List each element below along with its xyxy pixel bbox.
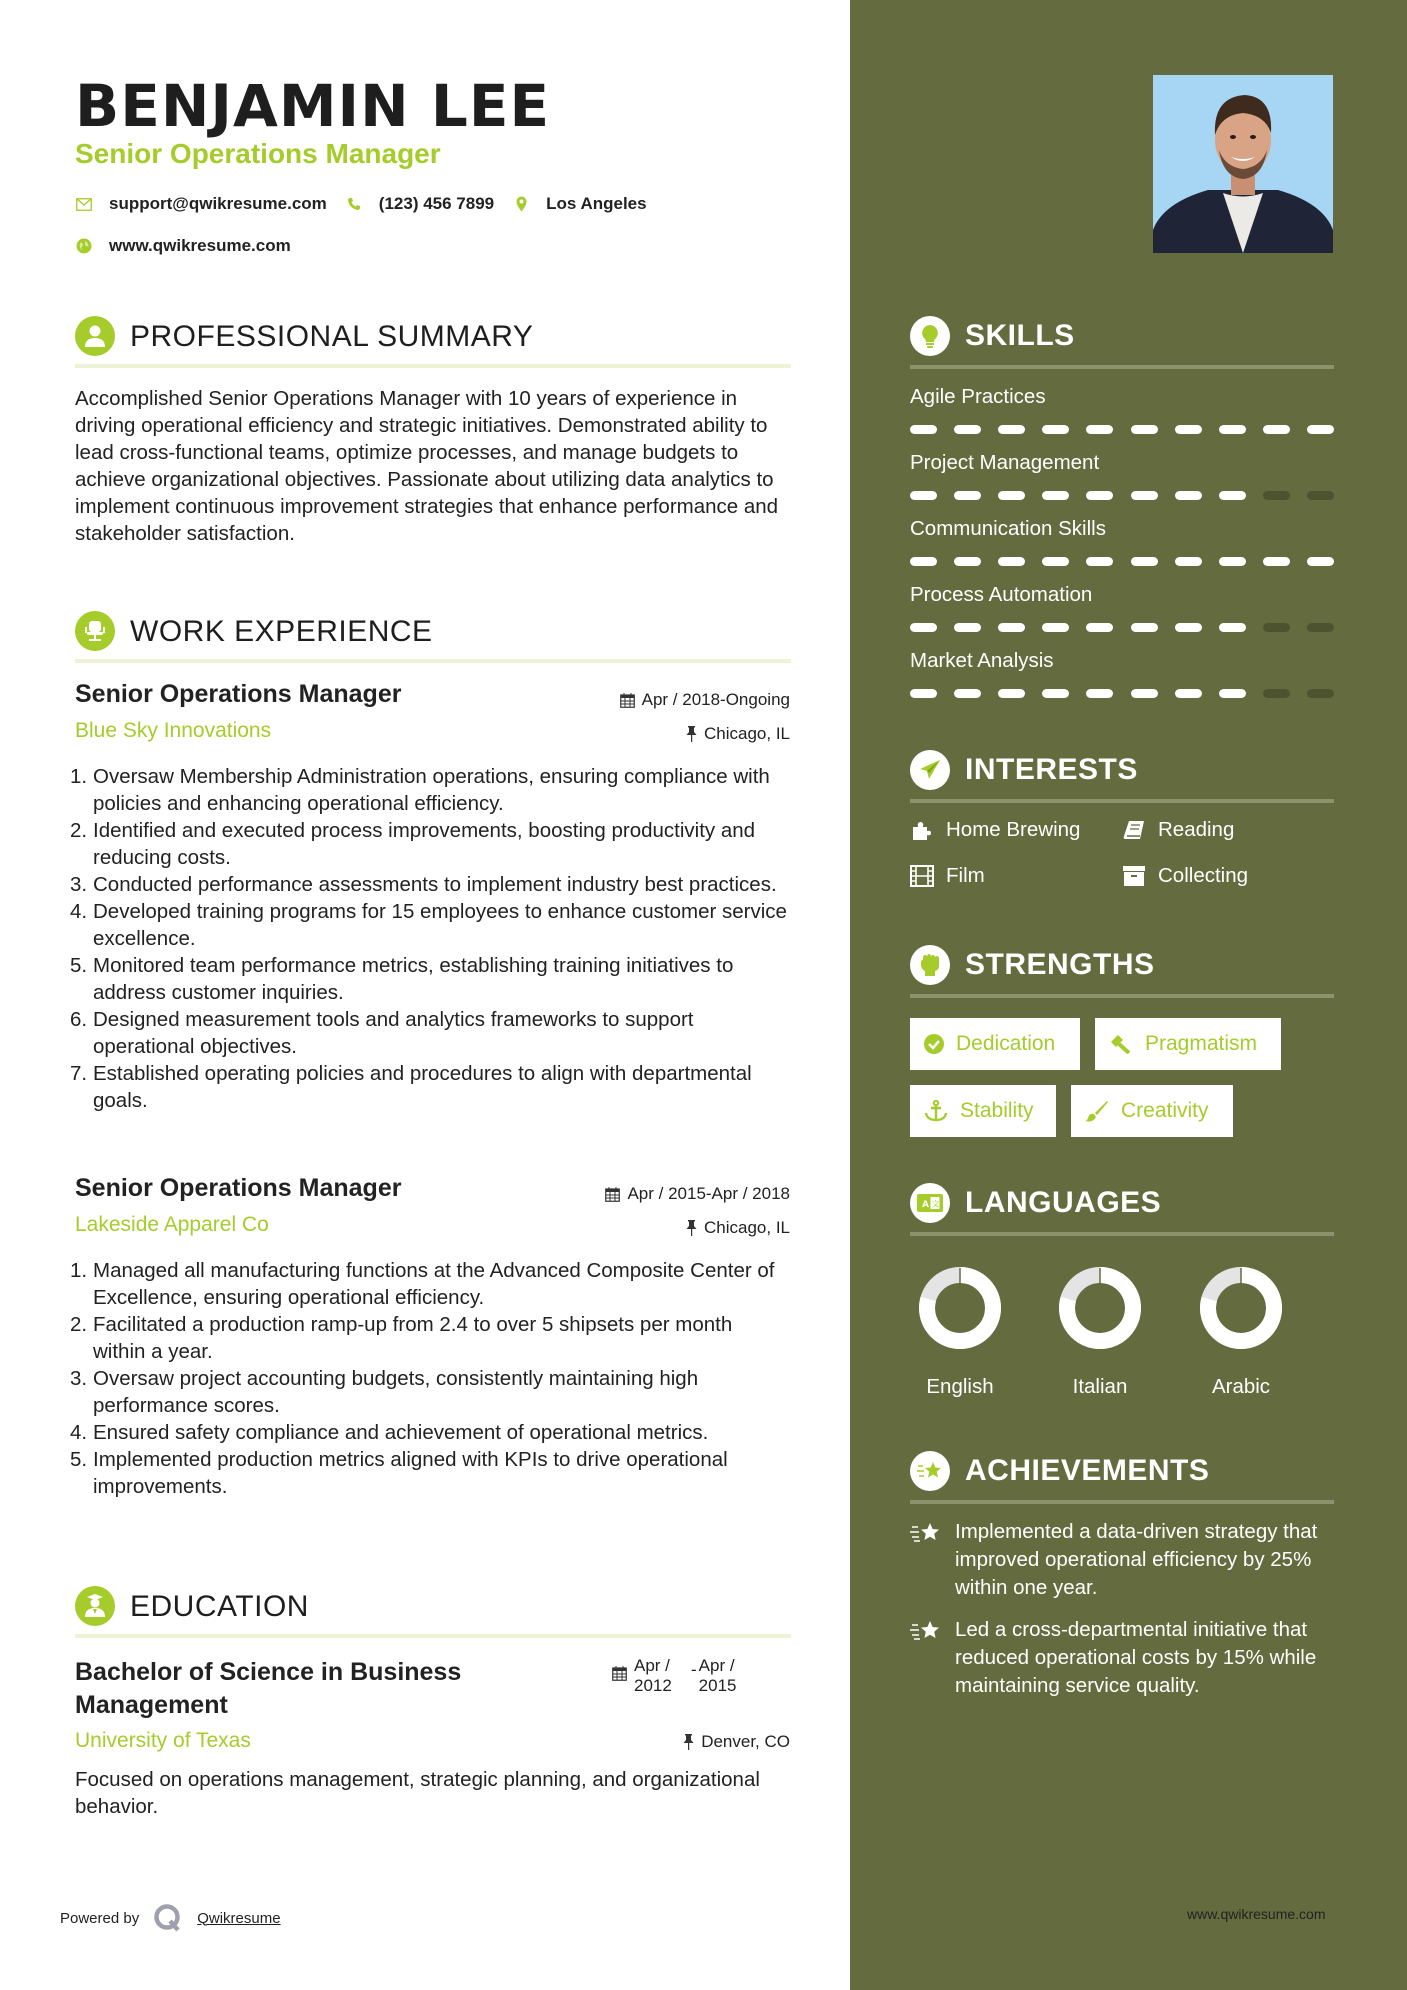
interest-item: Home Brewing [910, 818, 1080, 842]
skill-level-segment [998, 425, 1025, 434]
skill-level-segment [1175, 689, 1202, 698]
skill-level-segment [954, 425, 981, 434]
language-item [915, 1266, 1005, 1399]
skill-level-segment [1175, 623, 1202, 632]
shooting-star-icon [910, 1618, 942, 1644]
job-location: Chicago, IL [686, 1218, 790, 1238]
contact-location: Los Angeles [512, 194, 646, 214]
skill-name: Process Automation [910, 583, 1093, 606]
skill-level-segment [1219, 425, 1246, 434]
language-proficiency-donut [1199, 1266, 1283, 1350]
candidate-name: BENJAMIN LEE [75, 72, 551, 140]
footer-powered-by: Powered by Qwikresume [60, 1903, 281, 1933]
skill-level-bar [910, 623, 1334, 633]
shooting-star-icon [910, 1520, 942, 1546]
job-location: Chicago, IL [686, 724, 790, 744]
skill-level-segment [1131, 623, 1158, 632]
office-chair-icon [75, 611, 115, 651]
skill-level-segment [954, 557, 981, 566]
list-item: 1. Managed all manufacturing functions at the Advanced Composite Center of Excellence, ensuring operational efficiency. [70, 1259, 775, 1309]
skill-level-segment [1263, 623, 1290, 632]
education-location: Denver, CO [683, 1732, 790, 1752]
skill-level-segment [1307, 623, 1334, 632]
pushpin-icon [686, 726, 697, 742]
language-icon [910, 1183, 950, 1223]
map-pin-icon [512, 195, 530, 213]
contact-email[interactable]: support@qwikresume.com [75, 194, 327, 214]
film-icon [910, 865, 934, 887]
achievement-item: Implemented a data-driven strategy that improved operational efficiency by 25% within one year. [910, 1518, 1340, 1602]
skill-level-segment [998, 689, 1025, 698]
section-divider [75, 1634, 791, 1638]
language-proficiency-donut [918, 1266, 1002, 1350]
section-divider [75, 659, 791, 663]
list-item: 2. Identified and executed process improvements, boosting productivity and reducing costs. [70, 819, 756, 869]
education-description: Focused on operations management, strategic planning, and organizational behavior. [75, 1768, 760, 1818]
language-proficiency-donut [1058, 1266, 1142, 1350]
skill-level-segment [1219, 491, 1246, 500]
section-title: ACHIEVEMENTS [965, 1454, 1210, 1487]
skill-level-segment [954, 689, 981, 698]
list-item: 2. Facilitated a production ramp-up from 2.4 to over 5 shipsets per month within a year. [70, 1313, 733, 1363]
skill-level-segment [998, 491, 1025, 500]
skill-level-bar [910, 557, 1334, 567]
section-title: INTERESTS [965, 753, 1138, 786]
skill-level-segment [1263, 491, 1290, 500]
strength-badge: Creativity [1071, 1085, 1233, 1137]
section-header-strengths [910, 945, 1334, 997]
section-divider [910, 994, 1334, 998]
job-dates: Apr / 2015-Apr / 2018 [605, 1184, 790, 1204]
job-bullets [70, 763, 790, 1114]
achievement-item: Led a cross-departmental initiative that reduced operational costs by 15% while maintaining service quality. [910, 1616, 1340, 1700]
skill-level-segment [1219, 557, 1246, 566]
candidate-title: Senior Operations Manager [75, 138, 441, 169]
section-title: EDUCATION [130, 1590, 309, 1623]
language-item [1055, 1266, 1145, 1399]
skill-level-segment [1131, 557, 1158, 566]
qwikresume-link[interactable]: Qwikresume [197, 1909, 281, 1927]
skill-level-segment [1263, 689, 1290, 698]
skill-level-segment [910, 557, 937, 566]
calendar-icon [612, 1666, 627, 1696]
globe-icon [75, 237, 93, 255]
section-title: WORK EXPERIENCE [130, 615, 433, 648]
section-divider [75, 364, 791, 368]
job-bullets [70, 1257, 790, 1500]
footer-website[interactable]: www.qwikresume.com [1187, 1906, 1326, 1922]
section-divider [910, 799, 1334, 803]
skill-level-segment [1086, 425, 1113, 434]
qwikresume-logo-icon [153, 1903, 183, 1933]
envelope-icon [75, 195, 93, 213]
skill-name: Market Analysis [910, 649, 1054, 672]
company-name: Lakeside Apparel Co [75, 1213, 269, 1236]
section-title: LANGUAGES [965, 1186, 1162, 1219]
section-divider [910, 1232, 1334, 1236]
education-dates: Apr / 2012 - Apr / 2015 [612, 1656, 751, 1696]
skill-level-segment [910, 425, 937, 434]
degree-title: Bachelor of Science in Business Management [75, 1658, 462, 1719]
skill-level-segment [910, 491, 937, 500]
list-item: 3. Oversaw project accounting budgets, consistently maintaining high performance scores. [70, 1367, 699, 1417]
school-name: University of Texas [75, 1729, 251, 1752]
shooting-star-icon [910, 1451, 950, 1491]
pushpin-icon [683, 1734, 694, 1750]
skill-name: Communication Skills [910, 517, 1106, 540]
section-divider [910, 1500, 1334, 1504]
skill-level-segment [910, 623, 937, 632]
list-item: 7. Established operating policies and procedures to align with departmental goals. [70, 1062, 752, 1112]
language-name: Arabic [1211, 1375, 1271, 1398]
skill-level-segment [1307, 491, 1334, 500]
graduate-icon [75, 1586, 115, 1626]
skill-level-segment [1042, 557, 1069, 566]
check-circle-icon [924, 1034, 944, 1054]
pushpin-icon [686, 1220, 697, 1236]
svg-text:A: A [922, 1200, 929, 1210]
skill-level-segment [1175, 425, 1202, 434]
section-header-languages [910, 1183, 1334, 1235]
language-name: English [926, 1375, 994, 1398]
list-item: 4. Developed training programs for 15 employees to enhance customer service excellence. [70, 900, 787, 950]
gavel-icon [1109, 1034, 1133, 1054]
skill-level-segment [1042, 425, 1069, 434]
skill-level-segment [1175, 557, 1202, 566]
list-item: 5. Implemented production metrics aligned with KPIs to drive operational improvements. [70, 1448, 728, 1498]
interest-item: Reading [1122, 818, 1234, 842]
contact-website[interactable]: www.qwikresume.com [75, 236, 291, 256]
skill-level-segment [954, 491, 981, 500]
skill-level-segment [1175, 491, 1202, 500]
paintbrush-icon [1085, 1100, 1109, 1122]
skill-level-segment [1042, 623, 1069, 632]
skill-level-bar [910, 689, 1334, 699]
strength-badge: Pragmatism [1095, 1018, 1281, 1070]
calendar-icon [605, 1187, 620, 1202]
job-title: Senior Operations Manager [75, 680, 402, 708]
skill-level-segment [1086, 557, 1113, 566]
section-header-education [75, 1586, 791, 1636]
list-item: 6. Designed measurement tools and analytics frameworks to support operational objectives. [70, 1008, 694, 1058]
skill-level-segment [1042, 491, 1069, 500]
section-header-achievements [910, 1451, 1334, 1503]
contact-row-website [75, 236, 309, 256]
skill-level-segment [1219, 689, 1246, 698]
interest-item: Collecting [1122, 864, 1248, 888]
section-header-experience [75, 611, 791, 661]
skill-level-segment [1086, 491, 1113, 500]
list-item: 3. Conducted performance assessments to implement industry best practices. [70, 873, 777, 896]
skill-level-segment [1307, 689, 1334, 698]
summary-text: Accomplished Senior Operations Manager with 10 years of experience in driving operational efficiency and strategic initiatives. Demonstrated ability to lead cross-functional teams, optimize processes, and manage budgets to achieve organizational objectives. Passionate about utilizing data analytics to implement continuous improvement strategies that enhance performance and stakeholder satisfaction. [75, 387, 779, 545]
contact-row [75, 194, 665, 214]
skill-name: Project Management [910, 451, 1100, 474]
paper-plane-icon [910, 750, 950, 790]
skill-level-segment [998, 623, 1025, 632]
skill-level-bar [910, 491, 1334, 501]
list-item: 5. Monitored team performance metrics, establishing training initiatives to address customer inquiries. [70, 954, 734, 1004]
section-header-summary [75, 316, 791, 366]
skill-level-segment [998, 557, 1025, 566]
anchor-icon [924, 1100, 948, 1122]
archive-icon [1122, 865, 1146, 887]
phone-icon [345, 195, 363, 213]
calendar-icon [620, 693, 635, 708]
book-icon [1122, 819, 1146, 841]
contact-phone[interactable]: (123) 456 7899 [345, 194, 494, 214]
skill-level-bar [910, 425, 1334, 435]
strength-badge: Dedication [910, 1018, 1080, 1070]
user-icon [75, 316, 115, 356]
company-name: Blue Sky Innovations [75, 719, 272, 742]
skill-level-segment [1131, 689, 1158, 698]
section-title: SKILLS [965, 319, 1075, 352]
skill-level-segment [910, 689, 937, 698]
skill-name: Agile Practices [910, 385, 1046, 408]
puzzle-icon [910, 819, 934, 841]
skill-level-segment [1086, 689, 1113, 698]
list-item: 1. Oversaw Membership Administration operations, ensuring compliance with policies and enhancing operational efficiency. [70, 765, 770, 815]
section-header-interests [910, 750, 1334, 802]
skill-level-segment [1307, 425, 1334, 434]
job-title: Senior Operations Manager [75, 1174, 402, 1202]
job-dates: Apr / 2018-Ongoing [620, 690, 790, 710]
language-name: Italian [1072, 1375, 1128, 1398]
skill-level-segment [954, 623, 981, 632]
raised-fist-icon [910, 945, 950, 985]
skill-level-segment [1263, 425, 1290, 434]
language-item [1196, 1266, 1286, 1399]
skill-level-segment [1131, 491, 1158, 500]
list-item: 4. Ensured safety compliance and achievement of operational metrics. [70, 1421, 709, 1444]
strength-badge: Stability [910, 1085, 1056, 1137]
skill-level-segment [1042, 689, 1069, 698]
section-title: STRENGTHS [965, 948, 1155, 981]
skill-level-segment [1219, 623, 1246, 632]
svg-text:文: 文 [931, 1199, 940, 1209]
interest-item: Film [910, 864, 985, 888]
skill-level-segment [1131, 425, 1158, 434]
section-header-skills [910, 316, 1334, 368]
section-title: PROFESSIONAL SUMMARY [130, 320, 534, 353]
profile-photo [1153, 75, 1333, 253]
section-divider [910, 365, 1334, 369]
skill-level-segment [1307, 557, 1334, 566]
skill-level-segment [1086, 623, 1113, 632]
sidebar [850, 0, 1407, 1990]
lightbulb-icon [910, 316, 950, 356]
skill-level-segment [1263, 557, 1290, 566]
